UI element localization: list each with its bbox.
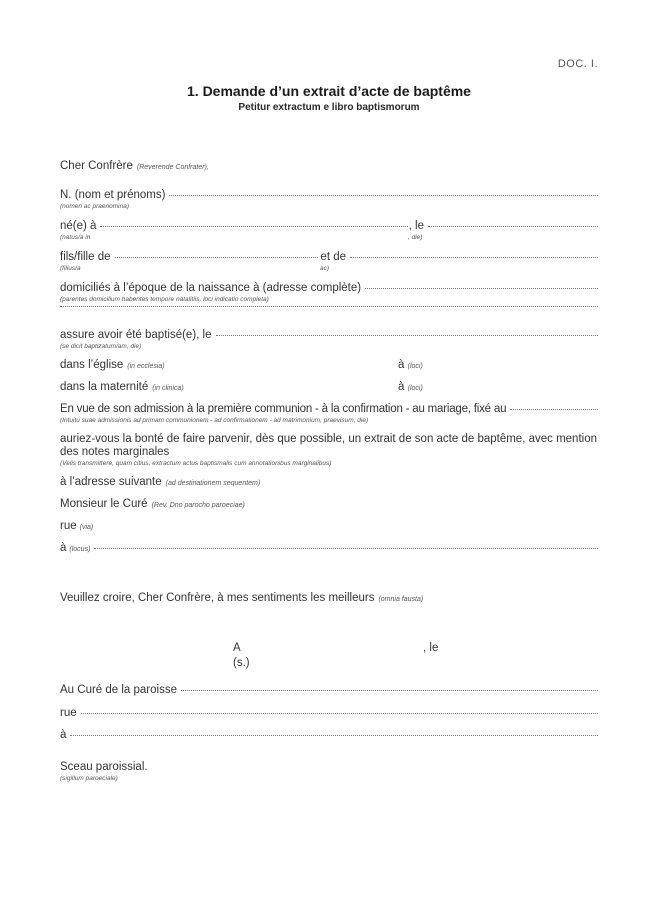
salutation-label: Cher Confrère bbox=[60, 160, 133, 172]
name-field bbox=[60, 189, 598, 201]
closing-date-label: , le bbox=[423, 642, 439, 654]
church-label: dans l’église bbox=[60, 359, 124, 371]
domicile-input-line-2[interactable] bbox=[60, 306, 598, 307]
maternity-place-label: à bbox=[398, 381, 405, 393]
maternity-label: dans la maternité bbox=[60, 381, 149, 393]
seal-latin: (sigillum paroeciale) bbox=[60, 775, 118, 782]
domicile-field bbox=[60, 282, 598, 294]
address-city bbox=[60, 542, 598, 554]
baptized-input-line[interactable] bbox=[216, 335, 599, 336]
and-of-label: et de bbox=[320, 251, 346, 263]
salutation bbox=[60, 160, 598, 172]
born-at-input-line[interactable] bbox=[100, 226, 407, 227]
maternity-place-latin: (loci) bbox=[407, 385, 423, 392]
born-at-label: né(e) à bbox=[60, 220, 97, 232]
closing-latin: (omnia fausta) bbox=[378, 596, 424, 603]
name-latin: (nomen ac praenomina) bbox=[60, 203, 130, 210]
request-latin: (Velis transmittere, quam citius, extractum actus baptismalis cum annotationibus marginalibus) bbox=[60, 460, 332, 467]
sender-parish bbox=[60, 684, 598, 696]
church-place bbox=[398, 359, 423, 371]
domicile-label: domiciliés à l’époque de la naissance à (adresse complète) bbox=[60, 282, 362, 294]
born-on-label: , le bbox=[408, 220, 424, 232]
name-input-line[interactable] bbox=[169, 195, 598, 196]
born-on-latin: , die) bbox=[408, 234, 423, 241]
address-city-input-line[interactable] bbox=[94, 548, 598, 549]
address-recipient bbox=[60, 498, 598, 510]
address-city-latin: (locus) bbox=[69, 546, 91, 553]
parents-field bbox=[60, 251, 598, 263]
sender-city-label: à bbox=[60, 729, 67, 741]
signature-label: (s.) bbox=[233, 657, 250, 669]
purpose-field bbox=[60, 403, 598, 415]
purpose-label: En vue de son admission à la première communion - à la confirmation - au mariage, fixé au bbox=[60, 403, 507, 415]
seal-label: Sceau paroissial. bbox=[60, 761, 148, 773]
church-place-label: à bbox=[398, 359, 405, 371]
sender-city-input-line[interactable] bbox=[70, 735, 598, 736]
address-street bbox=[60, 520, 598, 532]
closing-text: Veuillez croire, Cher Confrère, à mes sentiments les meilleurs bbox=[60, 592, 375, 604]
address-street-latin: (via) bbox=[79, 524, 94, 531]
document-reference: DOC. I. bbox=[557, 58, 598, 70]
birth-field bbox=[60, 220, 598, 232]
purpose-latin: (Intuitu suae admissionis ad primam communionem - ad confirmationem - ad matrimonium, praevisum, die) bbox=[60, 417, 369, 424]
sender-parish-input-line[interactable] bbox=[181, 690, 598, 691]
child-of-label: fils/fille de bbox=[60, 251, 111, 263]
purpose-input-line[interactable] bbox=[510, 409, 598, 410]
born-at-latin: (natus/a in bbox=[60, 234, 91, 241]
and-of-latin: ac) bbox=[320, 265, 330, 272]
child-of-input-line[interactable] bbox=[115, 257, 319, 258]
baptized-label: assure avoir été baptisé(e), le bbox=[60, 329, 212, 341]
address-street-label: rue bbox=[60, 520, 77, 532]
sender-parish-label: Au Curé de la paroisse bbox=[60, 684, 177, 696]
closing bbox=[60, 592, 598, 604]
name-label: N. (nom et prénoms) bbox=[60, 189, 166, 201]
address-intro bbox=[60, 476, 598, 488]
seal bbox=[60, 761, 598, 773]
sender-street-label: rue bbox=[60, 707, 77, 719]
document-title: 1. Demande d’un extrait d’acte de baptême bbox=[187, 83, 471, 99]
address-intro-latin: (ad destinationem sequentem) bbox=[165, 480, 261, 487]
address-intro-label: à l’adresse suivante bbox=[60, 476, 162, 488]
born-on-input-line[interactable] bbox=[428, 226, 598, 227]
domicile-latin: (parentes domicilium habentes tempore natalitiis, loci indicatio completa) bbox=[60, 296, 269, 303]
maternity-field bbox=[60, 381, 598, 393]
baptized-field bbox=[60, 329, 598, 341]
salutation-latin: (Reverende Confrater), bbox=[136, 164, 209, 171]
church-place-latin: (loci) bbox=[407, 363, 423, 370]
domicile-input-line[interactable] bbox=[365, 288, 598, 289]
sender-street bbox=[60, 707, 598, 719]
request-text: auriez-vous la bonté de faire parvenir, dès que possible, un extrait de son acte de baptême, avec mention des notes marginales bbox=[60, 433, 597, 458]
maternity-latin: (in clinica) bbox=[152, 385, 184, 392]
address-recipient-latin: (Rev. Dno parocho paroeciae) bbox=[151, 502, 245, 509]
address-recipient-label: Monsieur le Curé bbox=[60, 498, 148, 510]
sender-street-input-line[interactable] bbox=[81, 713, 598, 714]
church-latin: (in ecclesia) bbox=[127, 363, 165, 370]
address-city-label: à bbox=[60, 542, 67, 554]
closing-place-label: A bbox=[233, 642, 241, 654]
maternity-place bbox=[398, 381, 423, 393]
domicile-line-2 bbox=[60, 308, 598, 309]
child-of-latin: (filius/a bbox=[60, 265, 81, 272]
baptized-latin: (se dicit baptizatum/am, die) bbox=[60, 343, 142, 350]
document-subtitle: Petitur extractum e libro baptismorum bbox=[238, 102, 420, 113]
sender-city bbox=[60, 729, 598, 741]
church-field bbox=[60, 359, 598, 371]
and-of-input-line[interactable] bbox=[350, 257, 598, 258]
